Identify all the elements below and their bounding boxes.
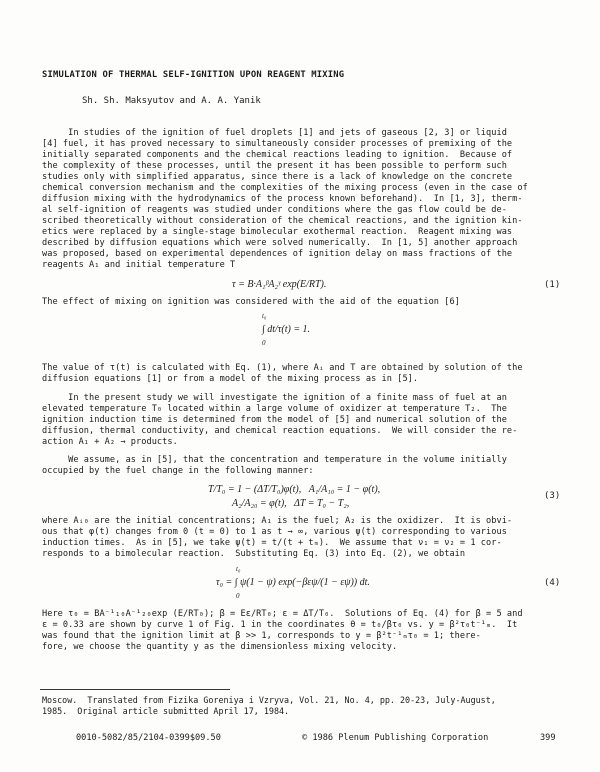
text-line: the complexity of these processes, until the present it has been possible to perform such (42, 161, 507, 171)
equation-4: τ₀ = ∫ ψ(1 − ψ) exp(−βεψ/(1 − εψ)) dt. (216, 577, 370, 588)
text-line: diffusion mixing with the hydrodynamics of the process known beforehand). In [1, 3], therm- (42, 194, 523, 204)
text-line: described by diffusion equations which were solved numerically. In [1, 5] another approach (42, 238, 518, 248)
equation-4-number: (4) (544, 578, 561, 588)
text-line: al self-ignition of reagents was studied under conditions where the gas flow could be de- (42, 205, 507, 215)
text-line: fore, we choose the quantity y as the dimensionless mixing velocity. (42, 642, 398, 652)
equation-3-number: (3) (544, 491, 561, 501)
text-line: diffusion equations [1] or from a model of the mixing process as in [5]. (42, 374, 419, 384)
text-line: occupied by the fuel change in the following manner: (42, 466, 314, 476)
text-line: We assume, as in [5], that the concentration and temperature in the volume initially (42, 455, 507, 465)
authors: Sh. Sh. Maksyutov and A. A. Yanik (82, 96, 261, 106)
equation-1-number: (1) (544, 280, 561, 290)
text-line: scribed theoretically without consideration of the chemical reactions, and the ignition kin- (42, 216, 523, 226)
text-line: Here τ₀ = BA⁻¹₁₀A⁻¹₂₀exp (E/RT₀); β = Eε/RT₀; ε = ΔT/T₀. Solutions of Eq. (4) for β = 5 and (42, 609, 523, 619)
equation-4-upper-limit: t₀ (236, 565, 241, 573)
text-line: [4] fuel, it has proved necessary to simultaneously consider processes of premixing of the (42, 139, 513, 149)
text-line: In studies of the ignition of fuel droplets [1] and jets of gaseous [2, 3] or liquid (42, 128, 507, 138)
text-line: diffusion, thermal conductivity, and chemical reaction equations. We will consider the re- (42, 426, 518, 436)
issn-code: 0010-5082/85/2104-0399$09.50 (76, 733, 221, 743)
text-line: action A₁ + A₂ → products. (42, 437, 178, 447)
text-line: etics were replaced by a single-stage bimolecular exothermal reaction. Reagent mixing was (42, 227, 513, 237)
text-line: was proposed, based on experimental dependences of ignition delay on mass fractions of the (42, 249, 513, 259)
paper-title: SIMULATION OF THERMAL SELF-IGNITION UPON REAGENT MIXING (42, 70, 345, 80)
equation-4-lower-limit: 0 (236, 592, 240, 600)
text-line: The effect of mixing on ignition was considered with the aid of the equation [6] (42, 297, 460, 307)
text-line: ous that φ(t) changes from 0 (t = 0) to 1 as t → ∞, various ψ(t) corresponding to various (42, 527, 507, 537)
text-line: responds to a bimolecular reaction. Substituting Eq. (3) into Eq. (2), we obtain (42, 549, 466, 559)
text-line: In the present study we will investigate the ignition of a finite mass of fuel at an (42, 393, 507, 403)
text-line: elevated temperature T₀ located within a large volume of oxidizer at temperature T₂. The (42, 404, 507, 414)
text-line: ignition induction time is determined from the model of [5] and numerical solution of the (42, 415, 507, 425)
equation-3-line-1: T/T₀ = 1 − (ΔT/T₀)φ(t), A₁/A₁₀ = 1 − φ(t), (208, 484, 381, 495)
text-line: studies only with simplified apparatus, since there is a lack of knowledge on the concrete (42, 172, 513, 182)
text-line: initially separated components and the chemical reactions leading to ignition. Because of (42, 150, 513, 160)
equation-2-upper-limit: t₀ (262, 312, 267, 320)
footnote-line: Moscow. Translated from Fizika Goreniya i Vzryva, Vol. 21, No. 4, pp. 20-23, July-August, (42, 695, 496, 705)
equation-3-line-2: A₂/A₂₀ = φ(t), ΔT = T₀ − T₂, (232, 498, 350, 509)
copyright: © 1986 Plenum Publishing Corporation (302, 733, 489, 743)
page-number: 399 (540, 733, 556, 743)
text-line: The value of τ(t) is calculated with Eq. (1), where Aᵢ and T are obtained by solution of the (42, 363, 523, 373)
text-line: where Aᵢ₀ are the initial concentrations; A₁ is the fuel; A₂ is the oxidizer. It is obvi- (42, 516, 513, 526)
text-line: ε = 0.33 are shown by curve 1 of Fig. 1 in the coordinates θ = t₀/βτ₀ vs. y = β²τ₀t⁻¹ₘ. It (42, 620, 518, 630)
equation-2-lower-limit: 0 (262, 339, 266, 347)
footnote-rule (40, 689, 230, 690)
equation-2: ∫ dt/τ(t) = 1. (262, 324, 311, 335)
equation-1: τ = B·A₁ᵝA₂ᵞ exp(E/RT). (232, 279, 327, 290)
text-line: induction times. As in [5], we take ψ(t) = t/(t + tₘ). We assume that ν₁ = ν₂ = 1 cor- (42, 538, 502, 548)
text-line: chemical conversion mechanism and the complexities of the mixing process (even in the case of (42, 183, 528, 193)
text-line: was found that the ignition limit at β >> 1, corresponds to y = β²t⁻¹ₘτ₀ = 1; there- (42, 631, 481, 641)
text-line: reagents A₁ and initial temperature T (42, 260, 236, 270)
footnote-line: 1985. Original article submitted April 17, 1984. (42, 706, 290, 716)
